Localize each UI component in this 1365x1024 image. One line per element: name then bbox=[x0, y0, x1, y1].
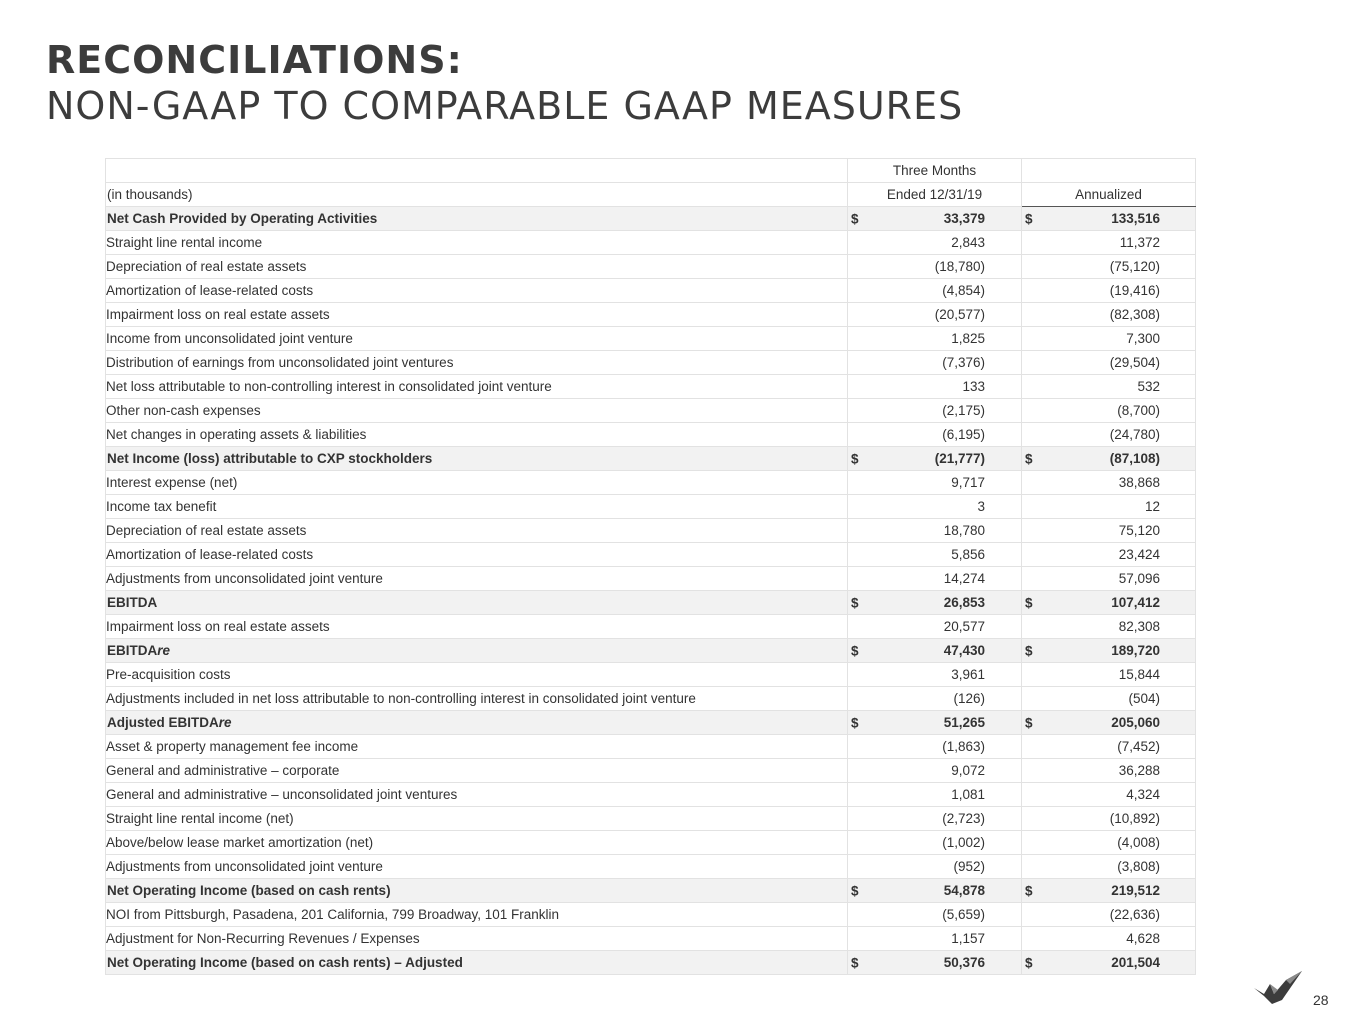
three-months-value-cell bbox=[848, 303, 1022, 327]
three-months-value-cell bbox=[848, 927, 1022, 951]
annualized-value-cell bbox=[1022, 279, 1196, 303]
annualized-value-cell bbox=[1022, 207, 1196, 231]
annualized-value: 133,516 bbox=[1111, 211, 1160, 226]
three-months-value-cell bbox=[848, 807, 1022, 831]
three-months-value: (2,723) bbox=[942, 811, 985, 826]
three-months-value-cell bbox=[848, 207, 1022, 231]
row-label bbox=[106, 759, 848, 783]
annualized-value-cell bbox=[1022, 495, 1196, 519]
row-label bbox=[106, 351, 848, 375]
annualized-value: 75,120 bbox=[1118, 523, 1160, 538]
annualized-value-cell bbox=[1022, 567, 1196, 591]
three-months-value-cell bbox=[848, 567, 1022, 591]
three-months-value-cell bbox=[848, 735, 1022, 759]
annualized-value: (10,892) bbox=[1109, 811, 1160, 826]
annualized-value-cell bbox=[1022, 231, 1196, 255]
dollar-sign: $ bbox=[1025, 883, 1033, 898]
three-months-value: 51,265 bbox=[943, 715, 985, 730]
annualized-value-cell bbox=[1022, 351, 1196, 375]
annualized-value-cell bbox=[1022, 519, 1196, 543]
row-label-text: General and administrative – unconsolidated joint ventures bbox=[106, 787, 458, 802]
row-label bbox=[106, 375, 848, 399]
row-label-text: Adjustments from unconsolidated joint venture bbox=[106, 571, 383, 586]
annualized-value-cell bbox=[1022, 591, 1196, 615]
annualized-value-cell bbox=[1022, 783, 1196, 807]
annualized-value-cell bbox=[1022, 855, 1196, 879]
row-label-text: EBITDA bbox=[107, 643, 158, 658]
row-label-text: Depreciation of real estate assets bbox=[106, 259, 307, 274]
annualized-value: 205,060 bbox=[1111, 715, 1160, 730]
row-label bbox=[106, 927, 848, 951]
annualized-value-cell bbox=[1022, 375, 1196, 399]
table-row bbox=[106, 303, 1196, 327]
three-months-value: 1,157 bbox=[951, 931, 985, 946]
three-months-value-cell bbox=[848, 711, 1022, 735]
three-months-value-cell bbox=[848, 687, 1022, 711]
three-months-value-cell bbox=[848, 255, 1022, 279]
table-row bbox=[106, 471, 1196, 495]
row-label-text: Straight line rental income bbox=[106, 235, 263, 250]
annualized-value-cell bbox=[1022, 687, 1196, 711]
annualized-value-cell bbox=[1022, 879, 1196, 903]
three-months-value-cell bbox=[848, 831, 1022, 855]
three-months-value-cell bbox=[848, 327, 1022, 351]
three-months-value: 50,376 bbox=[943, 955, 985, 970]
three-months-value-cell bbox=[848, 951, 1022, 975]
annualized-value-cell bbox=[1022, 327, 1196, 351]
three-months-value: (20,577) bbox=[934, 307, 985, 322]
row-label-text: Income from unconsolidated joint venture bbox=[106, 331, 353, 346]
annualized-value: (8,700) bbox=[1117, 403, 1160, 418]
three-months-value-cell bbox=[848, 783, 1022, 807]
row-label-text: Pre-acquisition costs bbox=[106, 667, 231, 682]
header-row-1 bbox=[106, 159, 1196, 183]
dollar-sign: $ bbox=[1025, 451, 1033, 466]
page-number: 28 bbox=[1313, 992, 1329, 1008]
row-label bbox=[106, 255, 848, 279]
three-months-value-cell bbox=[848, 615, 1022, 639]
header-annualized: Annualized bbox=[1022, 183, 1196, 207]
annualized-value: 82,308 bbox=[1118, 619, 1160, 634]
three-months-value-cell bbox=[848, 543, 1022, 567]
three-months-value: 5,856 bbox=[951, 547, 985, 562]
table-row bbox=[106, 903, 1196, 927]
table-row bbox=[106, 279, 1196, 303]
row-label bbox=[106, 303, 848, 327]
three-months-value: (952) bbox=[953, 859, 985, 874]
table-row bbox=[106, 639, 1196, 663]
row-label bbox=[106, 399, 848, 423]
dollar-sign: $ bbox=[851, 955, 859, 970]
table-row bbox=[106, 519, 1196, 543]
table-row bbox=[106, 663, 1196, 687]
three-months-value-cell bbox=[848, 879, 1022, 903]
annualized-value: (3,808) bbox=[1117, 859, 1160, 874]
table-row bbox=[106, 927, 1196, 951]
row-label bbox=[106, 279, 848, 303]
dollar-sign: $ bbox=[1025, 955, 1033, 970]
annualized-value: 219,512 bbox=[1111, 883, 1160, 898]
table-row bbox=[106, 327, 1196, 351]
row-label bbox=[106, 591, 848, 615]
row-label-text: Amortization of lease-related costs bbox=[106, 283, 314, 298]
three-months-value: 2,843 bbox=[951, 235, 985, 250]
dollar-sign: $ bbox=[851, 451, 859, 466]
row-label-text: Net loss attributable to non-controlling interest in consolidated joint venture bbox=[106, 379, 552, 394]
three-months-value-cell bbox=[848, 375, 1022, 399]
row-label-text: Net changes in operating assets & liabilities bbox=[106, 427, 367, 442]
row-label bbox=[106, 735, 848, 759]
annualized-value: 11,372 bbox=[1119, 235, 1160, 250]
table-row bbox=[106, 831, 1196, 855]
row-label-text: Interest expense (net) bbox=[106, 475, 238, 490]
annualized-value: (82,308) bbox=[1109, 307, 1160, 322]
row-label bbox=[106, 639, 848, 663]
annualized-value: (7,452) bbox=[1117, 739, 1160, 754]
annualized-value: 23,424 bbox=[1118, 547, 1160, 562]
three-months-value-cell bbox=[848, 903, 1022, 927]
three-months-value: (21,777) bbox=[934, 451, 985, 466]
row-label bbox=[106, 519, 848, 543]
three-months-value-cell bbox=[848, 519, 1022, 543]
header-three-months: Three Months bbox=[848, 159, 1022, 183]
three-months-value: (5,659) bbox=[942, 907, 985, 922]
three-months-value: 33,379 bbox=[943, 211, 985, 226]
three-months-value-cell bbox=[848, 399, 1022, 423]
header-ended: Ended 12/31/19 bbox=[848, 183, 1022, 207]
reconciliation-table bbox=[105, 158, 1196, 975]
annualized-value: (75,120) bbox=[1109, 259, 1160, 274]
dollar-sign: $ bbox=[851, 643, 859, 658]
row-label-text: Asset & property management fee income bbox=[106, 739, 359, 754]
row-label bbox=[106, 807, 848, 831]
annualized-value: (4,008) bbox=[1117, 835, 1160, 850]
annualized-value: 7,300 bbox=[1126, 331, 1160, 346]
table-row bbox=[106, 543, 1196, 567]
row-label-text: Impairment loss on real estate assets bbox=[106, 307, 330, 322]
dollar-sign: $ bbox=[851, 715, 859, 730]
three-months-value-cell bbox=[848, 591, 1022, 615]
three-months-value: 3 bbox=[977, 499, 985, 514]
row-label-text: Straight line rental income (net) bbox=[106, 811, 294, 826]
unit-label: (in thousands) bbox=[106, 183, 848, 207]
table-row bbox=[106, 375, 1196, 399]
row-label-text: General and administrative – corporate bbox=[106, 763, 340, 778]
dollar-sign: $ bbox=[851, 595, 859, 610]
row-label bbox=[106, 711, 848, 735]
table-row bbox=[106, 615, 1196, 639]
three-months-value: (18,780) bbox=[934, 259, 985, 274]
page-title: RECONCILIATIONS: bbox=[46, 38, 463, 82]
table-row bbox=[106, 399, 1196, 423]
three-months-value: 20,577 bbox=[943, 619, 985, 634]
row-label bbox=[106, 567, 848, 591]
table-row bbox=[106, 447, 1196, 471]
three-months-value: (126) bbox=[953, 691, 985, 706]
table-row bbox=[106, 207, 1196, 231]
annualized-value-cell bbox=[1022, 951, 1196, 975]
row-label-text: Other non-cash expenses bbox=[106, 403, 261, 418]
table-row bbox=[106, 759, 1196, 783]
row-label bbox=[106, 663, 848, 687]
three-months-value-cell bbox=[848, 663, 1022, 687]
row-label-text: Income tax benefit bbox=[106, 499, 217, 514]
annualized-value: 38,868 bbox=[1118, 475, 1160, 490]
row-label-suffix: re bbox=[157, 643, 171, 658]
annualized-value-cell bbox=[1022, 423, 1196, 447]
annualized-value-cell bbox=[1022, 711, 1196, 735]
three-months-value: 14,274 bbox=[943, 571, 985, 586]
row-label bbox=[106, 423, 848, 447]
table-row bbox=[106, 735, 1196, 759]
three-months-value-cell bbox=[848, 351, 1022, 375]
annualized-value: 107,412 bbox=[1111, 595, 1160, 610]
three-months-value: 26,853 bbox=[943, 595, 985, 610]
row-label bbox=[106, 207, 848, 231]
three-months-value: 1,081 bbox=[951, 787, 985, 802]
three-months-value: (2,175) bbox=[942, 403, 985, 418]
row-label-text: Adjustment for Non-Recurring Revenues / Expenses bbox=[106, 931, 420, 946]
annualized-value: 201,504 bbox=[1111, 955, 1160, 970]
three-months-value-cell bbox=[848, 855, 1022, 879]
annualized-value: (29,504) bbox=[1109, 355, 1160, 370]
annualized-value: (87,108) bbox=[1109, 451, 1160, 466]
three-months-value: 9,717 bbox=[951, 475, 985, 490]
table-row bbox=[106, 951, 1196, 975]
row-label bbox=[106, 879, 848, 903]
row-label bbox=[106, 615, 848, 639]
header-annualized-top bbox=[1022, 159, 1196, 183]
annualized-value: 4,324 bbox=[1126, 787, 1160, 802]
annualized-value: 4,628 bbox=[1126, 931, 1160, 946]
row-label-text: NOI from Pittsburgh, Pasadena, 201 California, 799 Broadway, 101 Franklin bbox=[106, 907, 559, 922]
three-months-value: 9,072 bbox=[951, 763, 985, 778]
row-label-text: Net Operating Income (based on cash rents) bbox=[107, 883, 391, 898]
company-logo-icon bbox=[1252, 970, 1302, 1008]
annualized-value-cell bbox=[1022, 303, 1196, 327]
table-row bbox=[106, 807, 1196, 831]
row-label bbox=[106, 447, 848, 471]
annualized-value-cell bbox=[1022, 663, 1196, 687]
annualized-value: (504) bbox=[1128, 691, 1160, 706]
header-blank bbox=[106, 159, 848, 183]
table-row bbox=[106, 423, 1196, 447]
three-months-value: (6,195) bbox=[942, 427, 985, 442]
three-months-value-cell bbox=[848, 639, 1022, 663]
three-months-value-cell bbox=[848, 423, 1022, 447]
table-row bbox=[106, 783, 1196, 807]
annualized-value-cell bbox=[1022, 807, 1196, 831]
row-label bbox=[106, 327, 848, 351]
annualized-value-cell bbox=[1022, 639, 1196, 663]
annualized-value-cell bbox=[1022, 447, 1196, 471]
table-row bbox=[106, 231, 1196, 255]
dollar-sign: $ bbox=[1025, 211, 1033, 226]
row-label-text: Above/below lease market amortization (net) bbox=[106, 835, 374, 850]
annualized-value-cell bbox=[1022, 927, 1196, 951]
table-row bbox=[106, 567, 1196, 591]
table-row bbox=[106, 687, 1196, 711]
annualized-value-cell bbox=[1022, 831, 1196, 855]
three-months-value: 18,780 bbox=[943, 523, 985, 538]
three-months-value-cell bbox=[848, 495, 1022, 519]
three-months-value-cell bbox=[848, 471, 1022, 495]
row-label bbox=[106, 831, 848, 855]
table-row bbox=[106, 855, 1196, 879]
row-label-text: Depreciation of real estate assets bbox=[106, 523, 307, 538]
three-months-value: 47,430 bbox=[943, 643, 985, 658]
three-months-value-cell bbox=[848, 231, 1022, 255]
three-months-value-cell bbox=[848, 447, 1022, 471]
row-label-suffix: re bbox=[218, 715, 232, 730]
annualized-value-cell bbox=[1022, 735, 1196, 759]
annualized-value-cell bbox=[1022, 543, 1196, 567]
row-label-text: Net Income (loss) attributable to CXP stockholders bbox=[107, 451, 433, 466]
three-months-value: (7,376) bbox=[942, 355, 985, 370]
dollar-sign: $ bbox=[1025, 643, 1033, 658]
annualized-value: 15,844 bbox=[1118, 667, 1160, 682]
row-label bbox=[106, 783, 848, 807]
annualized-value: 57,096 bbox=[1118, 571, 1160, 586]
three-months-value: 3,961 bbox=[951, 667, 985, 682]
row-label bbox=[106, 495, 848, 519]
row-label bbox=[106, 471, 848, 495]
three-months-value: (4,854) bbox=[942, 283, 985, 298]
row-label-text: Adjusted EBITDA bbox=[107, 715, 219, 730]
annualized-value-cell bbox=[1022, 471, 1196, 495]
table-row bbox=[106, 711, 1196, 735]
row-label-text: Net Cash Provided by Operating Activities bbox=[107, 211, 378, 226]
row-label-text: Distribution of earnings from unconsolidated joint ventures bbox=[106, 355, 454, 370]
row-label-text: Net Operating Income (based on cash rents) – Adjusted bbox=[107, 955, 463, 970]
three-months-value: (1,863) bbox=[942, 739, 985, 754]
annualized-value: 12 bbox=[1144, 499, 1160, 514]
annualized-value: 532 bbox=[1137, 379, 1160, 394]
annualized-value-cell bbox=[1022, 399, 1196, 423]
dollar-sign: $ bbox=[1025, 715, 1033, 730]
three-months-value-cell bbox=[848, 279, 1022, 303]
row-label-text: Adjustments included in net loss attributable to non-controlling interest in consolidated joint venture bbox=[106, 691, 696, 706]
dollar-sign: $ bbox=[1025, 595, 1033, 610]
table-row bbox=[106, 255, 1196, 279]
three-months-value: 133 bbox=[962, 379, 985, 394]
page-subtitle: NON-GAAP TO COMPARABLE GAAP MEASURES bbox=[46, 84, 964, 128]
row-label bbox=[106, 951, 848, 975]
annualized-value: 36,288 bbox=[1118, 763, 1160, 778]
annualized-value-cell bbox=[1022, 903, 1196, 927]
annualized-value: (19,416) bbox=[1109, 283, 1160, 298]
row-label bbox=[106, 855, 848, 879]
table-row bbox=[106, 591, 1196, 615]
row-label bbox=[106, 687, 848, 711]
table-row bbox=[106, 879, 1196, 903]
row-label bbox=[106, 903, 848, 927]
annualized-value-cell bbox=[1022, 255, 1196, 279]
row-label-text: Amortization of lease-related costs bbox=[106, 547, 314, 562]
annualized-value: (22,636) bbox=[1109, 907, 1160, 922]
dollar-sign: $ bbox=[851, 883, 859, 898]
annualized-value: (24,780) bbox=[1109, 427, 1160, 442]
three-months-value: 1,825 bbox=[951, 331, 985, 346]
dollar-sign: $ bbox=[851, 211, 859, 226]
row-label-text: EBITDA bbox=[107, 595, 158, 610]
row-label-text: Impairment loss on real estate assets bbox=[106, 619, 330, 634]
row-label-text: Adjustments from unconsolidated joint venture bbox=[106, 859, 383, 874]
row-label bbox=[106, 543, 848, 567]
annualized-value-cell bbox=[1022, 615, 1196, 639]
three-months-value: 54,878 bbox=[943, 883, 985, 898]
header-row-2 bbox=[106, 183, 1196, 207]
three-months-value-cell bbox=[848, 759, 1022, 783]
annualized-value-cell bbox=[1022, 759, 1196, 783]
table-row bbox=[106, 351, 1196, 375]
row-label bbox=[106, 231, 848, 255]
annualized-value: 189,720 bbox=[1111, 643, 1160, 658]
table-row bbox=[106, 495, 1196, 519]
three-months-value: (1,002) bbox=[942, 835, 985, 850]
